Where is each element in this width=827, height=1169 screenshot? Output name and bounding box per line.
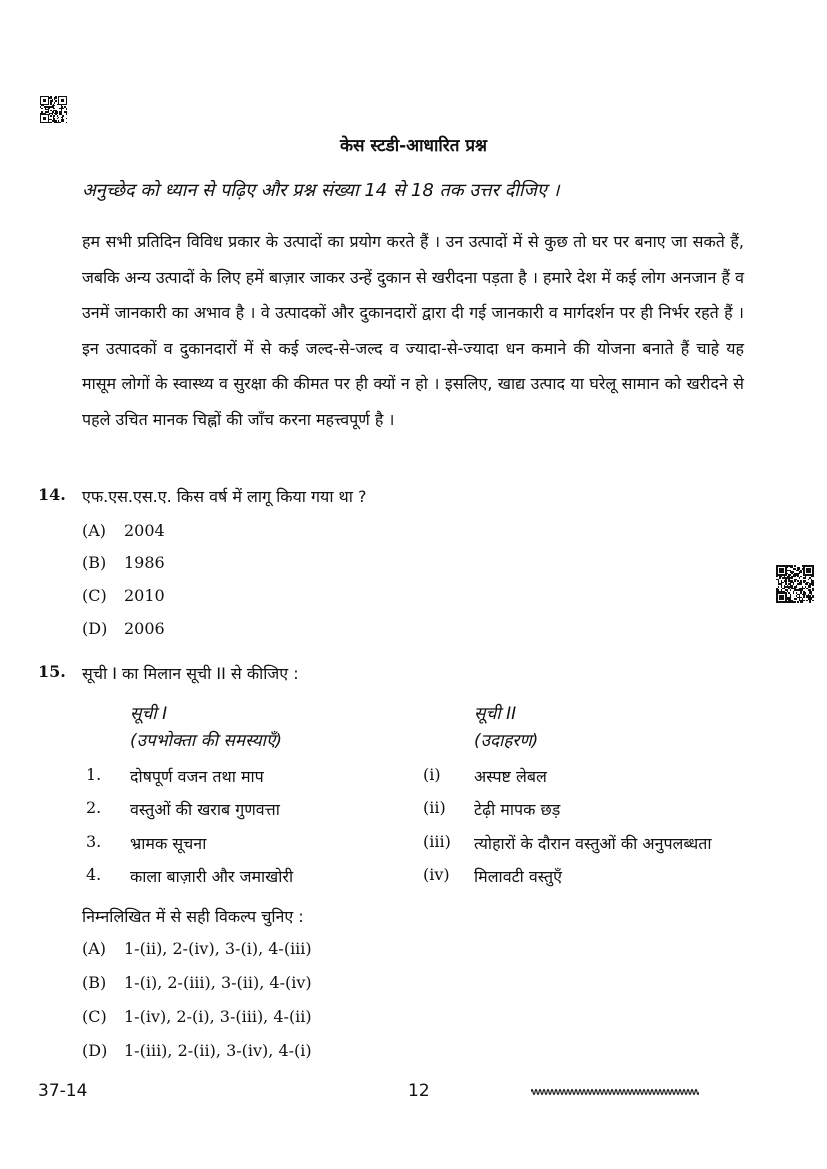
qr-code-top-left [40,96,67,123]
list2-row-1-example: अस्पष्ट लेबल [474,767,547,786]
q15-option-d-value: 1-(iii), 2-(ii), 3-(iv), 4-(i) [124,1041,312,1060]
qr-code-right [776,565,814,603]
q14-option-d-value: 2006 [124,619,165,638]
question-14-text: एफ.एस.एस.ए. किस वर्ष में लागू किया गया था ? [82,487,367,506]
instruction-text: अनुच्छेद को ध्यान से पढ़िए और प्रश्न संख्या 14 से 18 तक उत्तर दीजिए । [82,180,560,201]
section-heading: केस स्टडी-आधारित प्रश्न [339,136,488,156]
question-15-text: सूची I का मिलान सूची II से कीजिए : [82,664,299,683]
question-15-number: 15. [38,662,66,681]
q15-option-a-label: (A) [82,939,107,958]
q14-option-c-value: 2010 [124,586,165,605]
list1-row-4-number: 4. [86,865,102,884]
list1-row-2-item: वस्तुओं की खराब गुणवत्ता [130,800,280,819]
list2-row-2-numeral: (ii) [423,798,446,817]
list1-row-4-item: काला बाज़ारी और जमाखोरी [130,867,294,886]
q14-option-d-label: (D) [82,619,108,638]
q15-option-b-label: (B) [82,973,107,992]
q14-option-b-value: 1986 [124,553,165,572]
list2-row-4-numeral: (iv) [423,865,450,884]
question-14-number: 14. [38,485,66,504]
q15-option-d-label: (D) [82,1041,108,1060]
case-study-passage: हम सभी प्रतिदिन विविध प्रकार के उत्पादों का प्रयोग करते हैं । उन उत्पादों में से कुछ तो घर पर बनाए जा सकते हैं, जबकि अन्य उत्पादों के लिए हमें बाज़ार जाकर उन्हें दुकान से खरीदना पड़ता है । हमारे देश में कई लोग अनजान हैं व उनमें जानकारी का अभाव है । वे उत्पादकों और दुकानदारों द्वारा दी गई जानकारी व मार्गदर्शन पर ही निर्भर रहते हैं । इन उत्पादकों व दुकानदारों में से कई जल्द-से-जल्द व ज्यादा-से-ज्यादा धन कमाने की योजना बनाते हैं चाहे यह मासूम लोगों के स्वास्थ्य व सुरक्षा की कीमत पर ही क्यों न हो । इसलिए, खाद्य उत्पाद या घरेलू सामान को खरीदने से पहले उचित मानक चिह्नों की जाँच करना महत्त्वपूर्ण है । [82,232,744,429]
list2-title: सूची II [474,704,517,724]
list1-row-2-number: 2. [86,798,102,817]
list2-row-3-example: त्योहारों के दौरान वस्तुओं की अनुपलब्धता [474,834,712,853]
q15-option-b-value: 1-(i), 2-(iii), 3-(ii), 4-(iv) [124,973,312,992]
q14-option-a-value: 2004 [124,521,165,540]
q15-option-a-value: 1-(ii), 2-(iv), 3-(i), 4-(iii) [124,939,312,958]
footer-page-number: 12 [408,1081,430,1101]
list2-row-1-numeral: (i) [423,765,441,784]
list1-row-1-item: दोषपूर्ण वजन तथा माप [130,767,264,786]
list1-subtitle: (उपभोक्ता की समस्याएँ) [130,731,282,751]
q15-option-c-value: 1-(iv), 2-(i), 3-(iii), 4-(ii) [124,1007,312,1026]
list2-row-2-example: टेढ़ी मापक छड़ [474,800,561,819]
list2-subtitle: (उदाहरण) [474,731,539,751]
choose-option-text: निम्नलिखित में से सही विकल्प चुनिए : [82,907,304,926]
list1-title: सूची I [130,704,168,724]
q14-option-c-label: (C) [82,586,107,605]
list2-row-4-example: मिलावटी वस्तुएँ [474,867,562,886]
list1-row-1-number: 1. [86,765,102,784]
footer-paper-code: 37-14 [38,1081,88,1101]
list1-row-3-item: भ्रामक सूचना [130,834,207,853]
list2-row-3-numeral: (iii) [423,832,451,851]
q14-option-b-label: (B) [82,553,107,572]
list1-row-3-number: 3. [86,832,102,851]
wavy-line-decoration [531,1085,699,1099]
q14-option-a-label: (A) [82,521,107,540]
q15-option-c-label: (C) [82,1007,107,1026]
